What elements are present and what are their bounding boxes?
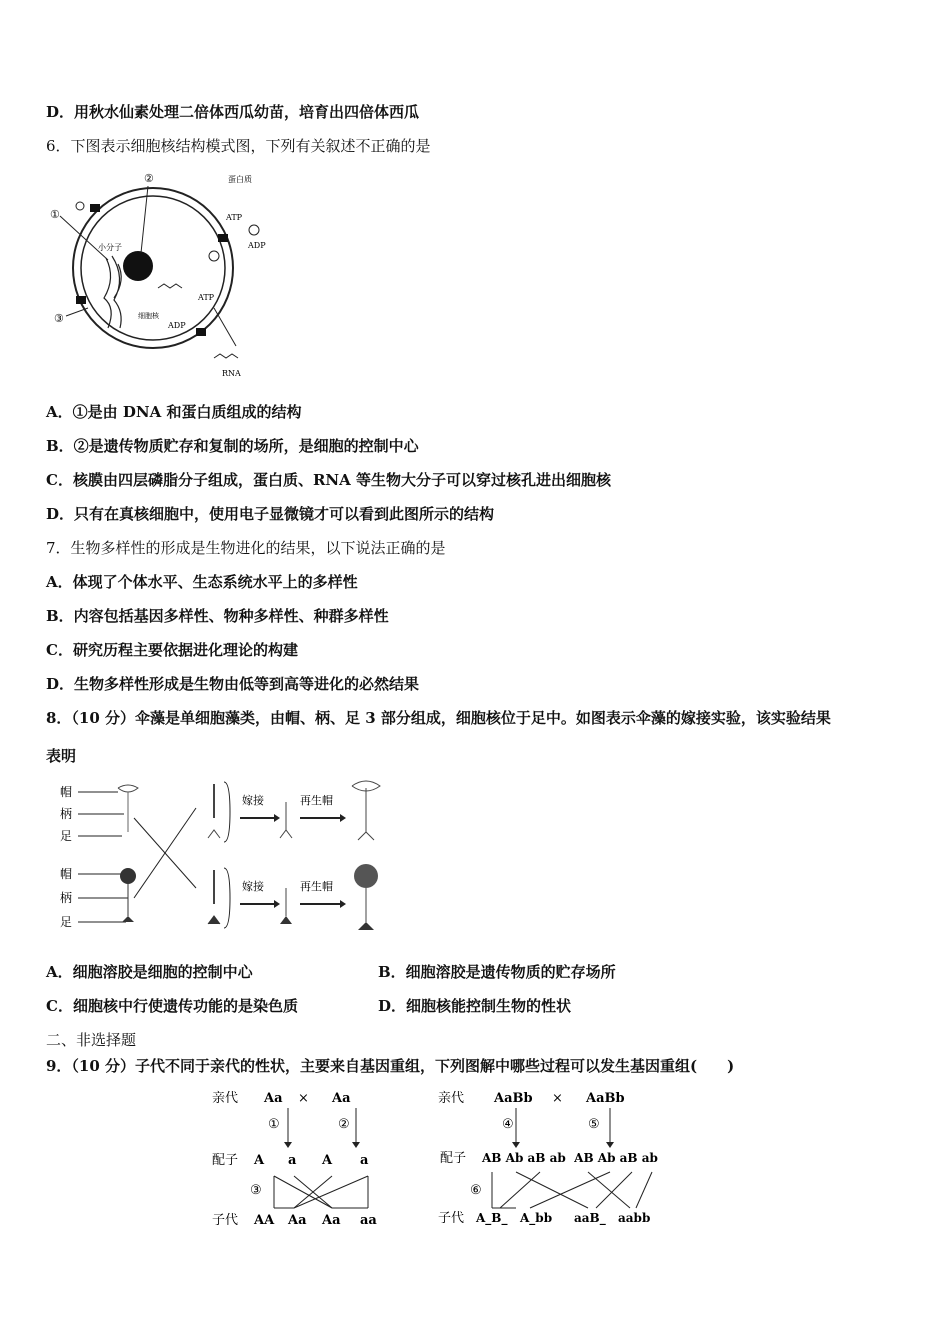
step-5: ⑤ — [588, 1117, 600, 1132]
label-stalk-top: 柄 — [60, 807, 73, 821]
left-offspring-2: Aa — [288, 1213, 307, 1228]
right-offspring-label: 子代 — [438, 1211, 465, 1226]
q8-option-c: C．细胞核中行使遗传功能的是染色质 — [46, 997, 298, 1015]
right-parent-label: 亲代 — [438, 1091, 465, 1106]
left-offspring-1: AA — [254, 1213, 275, 1228]
step-1: ① — [268, 1117, 280, 1132]
q6-option-c: C．核膜由四层磷脂分子组成，蛋白质、RNA 等生物大分子可以穿过核孔进出细胞核 — [46, 471, 611, 489]
label-3: ③ — [54, 312, 64, 325]
label-nucleus: 细胞核 — [138, 312, 159, 320]
left-offspring-4: aa — [360, 1213, 377, 1228]
q7-option-a: A．体现了个体水平、生态系统水平上的多样性 — [46, 573, 358, 591]
q7-option-d: D．生物多样性形成是生物由低等到高等进化的必然结果 — [46, 675, 420, 693]
q9-stem: 9．（10 分）子代不同于亲代的性状，主要来自基因重组，下列图解中哪些过程可以发生基因重组( ) — [46, 1057, 735, 1075]
q8-option-a: A．细胞溶胶是细胞的控制中心 — [46, 963, 253, 981]
right-offspring-3: aaB_ — [574, 1211, 606, 1225]
left-gamete-label: 配子 — [212, 1153, 239, 1168]
section-2-heading: 二、非选择题 — [46, 1031, 137, 1049]
label-protein: 蛋白质 — [228, 175, 252, 184]
gene-recombination-diagram — [200, 1084, 680, 1234]
label-adp-bottom: ADP — [168, 321, 186, 330]
step-6: ⑥ — [470, 1183, 482, 1198]
label-stalk-bottom: 柄 — [60, 891, 73, 905]
right-gamete-label: 配子 — [440, 1151, 467, 1166]
left-cross: × — [298, 1091, 309, 1106]
left-gamete-1: A — [254, 1153, 265, 1168]
q6-option-b: B．②是遗传物质贮存和复制的场所，是细胞的控制中心 — [46, 437, 419, 455]
q6-stem: 6．下图表示细胞核结构模式图，下列有关叙述不正确的是 — [46, 137, 431, 155]
q6-option-d: D．只有在真核细胞中，使用电子显微镜才可以看到此图所示的结构 — [46, 505, 495, 523]
right-gametes: AB Ab aB ab AB Ab aB ab — [482, 1151, 658, 1165]
label-graft-top: 嫁接 — [242, 794, 264, 807]
label-2: ② — [144, 172, 154, 185]
label-foot-bottom: 足 — [60, 915, 73, 929]
label-graft-bottom: 嫁接 — [242, 880, 264, 893]
label-regen-bottom: 再生帽 — [300, 880, 333, 893]
label-1: ① — [50, 208, 60, 221]
step-4: ④ — [502, 1117, 514, 1132]
nucleus-diagram — [46, 168, 286, 383]
q8-option-d: D．细胞核能控制生物的性状 — [378, 997, 572, 1015]
right-parent-2: AaBb — [586, 1091, 625, 1106]
left-gamete-3: A — [322, 1153, 333, 1168]
right-cross: × — [552, 1091, 563, 1106]
q7-option-c: C．研究历程主要依据进化理论的构建 — [46, 641, 298, 659]
left-offspring-label: 子代 — [212, 1213, 239, 1228]
q7-option-b: B．内容包括基因多样性、物种多样性、种群多样性 — [46, 607, 389, 625]
q8-stem-line2: 表明 — [46, 747, 77, 765]
left-parent-label: 亲代 — [212, 1091, 239, 1106]
label-foot-top: 足 — [60, 829, 73, 843]
label-adp-top: ADP — [248, 241, 266, 250]
label-cap-bottom: 帽 — [60, 867, 73, 881]
left-gamete-2: a — [288, 1153, 297, 1168]
label-atp-bottom: ATP — [198, 293, 215, 302]
right-offspring-1: A_B_ — [476, 1211, 508, 1225]
q8-option-b: B．细胞溶胶是遗传物质的贮存场所 — [378, 963, 616, 981]
left-parent-2: Aa — [332, 1091, 351, 1106]
right-offspring-4: aabb — [618, 1211, 651, 1225]
q8-stem-line1: 8．（10 分）伞藻是单细胞藻类，由帽、柄、足 3 部分组成，细胞核位于足中。如图表示伞藻的嫁接实验，该实验结果 — [46, 709, 831, 727]
label-atp-top: ATP — [226, 213, 243, 222]
nucleolus-blob — [123, 251, 153, 281]
label-small-molecule: 小分子 — [98, 243, 122, 252]
step-3: ③ — [250, 1183, 262, 1198]
step-2: ② — [338, 1117, 350, 1132]
left-gamete-4: a — [360, 1153, 369, 1168]
left-parent-1: Aa — [264, 1091, 283, 1106]
q5-option-d: D．用秋水仙素处理二倍体西瓜幼苗，培育出四倍体西瓜 — [46, 103, 420, 121]
q6-option-a: A．①是由 DNA 和蛋白质组成的结构 — [46, 403, 302, 421]
right-offspring-2: A_bb — [520, 1211, 553, 1225]
label-cap-top: 帽 — [60, 785, 73, 799]
label-regen-top: 再生帽 — [300, 794, 333, 807]
acetabularia-graft-diagram — [56, 778, 396, 946]
q7-stem: 7．生物多样性的形成是生物进化的结果，以下说法正确的是 — [46, 539, 446, 557]
right-parent-1: AaBb — [494, 1091, 533, 1106]
label-rna: RNA — [222, 369, 241, 378]
left-offspring-3: Aa — [322, 1213, 341, 1228]
